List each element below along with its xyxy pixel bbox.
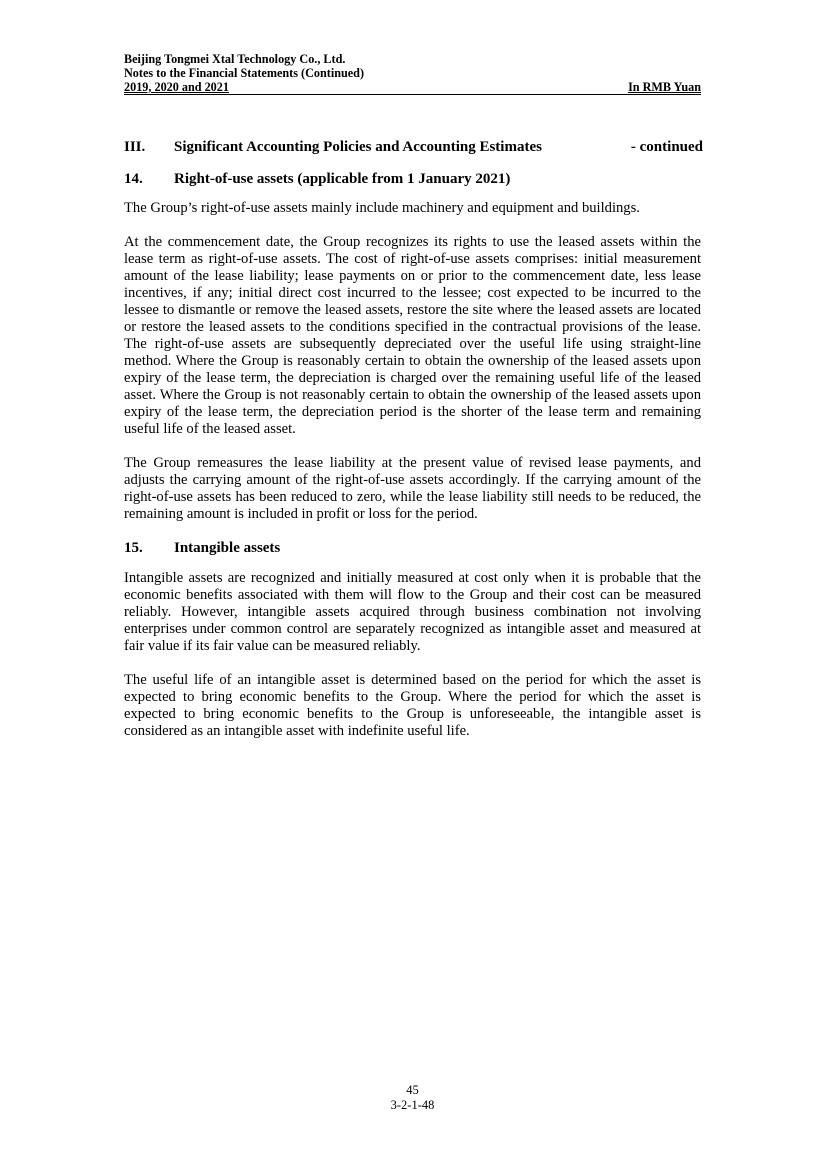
page-number: 45 [406, 1083, 419, 1097]
item-14-paragraph-1: The Group’s right-of-use assets mainly include machinery and equipment and buildings. [124, 200, 640, 216]
item-15-paragraph-1: Intangible assets are recognized and initially measured at cost only when it is probable that the economic benefits associated with them will flow to the Group and their cost can be measured reliably. However, intangible assets acquired through business combination not involving enterprises under common control are separately recognized as intangible asset and measured at fair value if its fair value can be measured reliably. [124, 570, 701, 654]
section-continued: - continued [630, 139, 703, 155]
item-15-number: 15. [124, 540, 143, 556]
item-15-heading [124, 538, 701, 558]
section-heading [124, 137, 701, 157]
item-14-heading [124, 169, 701, 189]
page-footer [0, 1083, 825, 1113]
header-period-row [124, 80, 701, 95]
section-title: Significant Accounting Policies and Accounting Estimates [174, 139, 542, 155]
currency-label: In RMB Yuan [628, 80, 701, 94]
page-header [124, 52, 701, 95]
page-content [124, 137, 701, 740]
document-reference: 3-2-1-48 [390, 1098, 435, 1112]
section-number: III. [124, 139, 146, 155]
reporting-years: 2019, 2020 and 2021 [124, 80, 229, 94]
item-14-paragraph-2: At the commencement date, the Group recognizes its rights to use the leased assets within the lease term as right-of-use assets. The cost of right-of-use assets comprises: initial measurement amount of the lease liability; lease payments on or prior to the commencement date, less lease incentives, if any; initial direct cost incurred to the lessee; cost expected to be incurred to the lessee to dismantle or remove the leased assets, restore the site where the leased assets are located or restore the leased assets to the conditions specified in the contractual provisions of the lease. The right-of-use assets are subsequently depreciated over the useful life using straight-line method. Where the Group is reasonably certain to obtain the ownership of the leased assets upon expiry of the lease term, the depreciation is charged over the remaining useful life of the leased asset. Where the Group is not reasonably certain to obtain the ownership of the leased assets upon expiry of the lease term, the depreciation period is the shorter of the lease term and remaining useful life of the leased asset. [124, 234, 701, 437]
item-15-paragraph-2: The useful life of an intangible asset is determined based on the period for which the asset is expected to bring economic benefits to the Group. Where the period for which the asset is expected to bring economic benefits to the Group is unforeseeable, the intangible asset is considered as an intangible asset with indefinite useful life. [124, 672, 701, 739]
item-14-title: Right-of-use assets (applicable from 1 January 2021) [174, 171, 511, 187]
item-15-title: Intangible assets [174, 540, 281, 556]
company-name: Beijing Tongmei Xtal Technology Co., Ltd. [124, 52, 346, 66]
item-14-paragraph-3: The Group remeasures the lease liability at the present value of revised lease payments, and adjusts the carrying amount of the right-of-use assets accordingly. If the carrying amount of the right-of-use assets has been reduced to zero, while the lease liability still needs to be reduced, the remaining amount is included in profit or loss for the period. [124, 455, 701, 522]
item-14-number: 14. [124, 171, 143, 187]
notes-title: Notes to the Financial Statements (Continued) [124, 66, 365, 80]
